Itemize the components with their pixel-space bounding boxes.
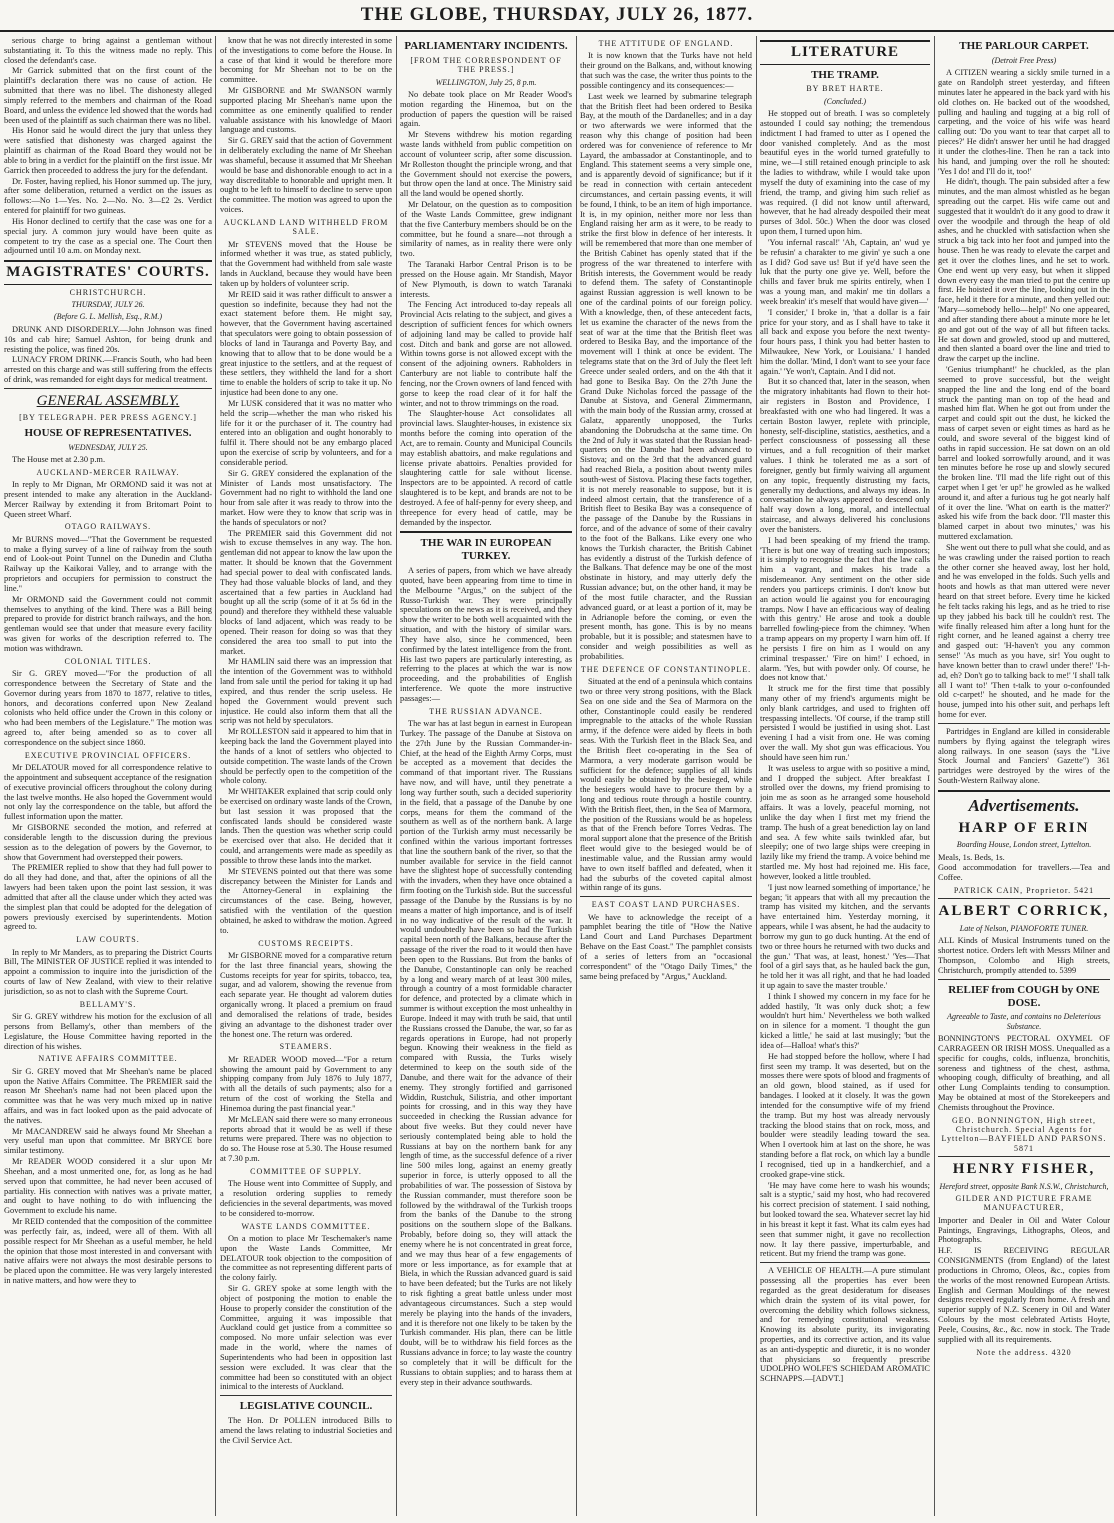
article-paragraph: Sir G. GREY considered the explanation of the Minister of Lands most unsatisfactory. The Government had no right to withhold the land one hour from sale after it was ready to throw into the market. How were they to know that scrip was in the hands of speculators or not? — [220, 468, 392, 527]
section-title-magistrates: MAGISTRATES' COURTS. — [4, 260, 212, 285]
article-paragraph: 'I consider,' I broke in, 'that a dollar is a fair price for your story, and as I shall have to take it all back and expose you before the next twenty-four hours pass, I think you had better hasten to Milwaukee, New York, or Louisiana.' I handed him the dollar. 'Mind, I don't want to see your face again.' 'Ye won't, Captain. And I did not. — [760, 307, 930, 376]
article-paragraph: The war has at last begun in earnest in European Turkey. The passage of the Danube at Sistova on the 27th June by the Russian Commander-in-Chief, at the head of the Eighth Army Corps, must be accepted as a movement that decides the command of that important river. The Russians have now, and will have, until they penetrate a long way further south, such a decided superiority in the field, that a passage of the Danube by one corps, means for them the command of the southern as well as of the northern bank. A large portion of the Turkish army must necessarily be confined within the various important fortresses that line the southern bank of the river, so that the number available for service in the field cannot have the slightest hope of successfully contending with the invaders, when they have once obtained a firm footing on the Turkish side. But the successful passage of the Danube by the Russians is by no means a matter of high importance, and is of itself in no way indicative of the result of the war. It would undoubtedly have been so had the Turkish capital been north of the Balkans, because after the passage of the river the road to it would then have been open to the Russians. But from the banks of the Danube, Constantinople can only be reached by a long and weary march of at least 300 miles, through a country of a most formidable character for defence, and protected by a climate which in summer is without exception the most unhealthy in Europe. Indeed it may with truth be said, that until the Russians crossed the Danube, the war, so far as regards operations in Europe, had not properly begun. Knowing their weakness in the field as compared with Russia, the Turks wisely determined to keep on the south side of the Danube, and there wait for the advance of their enemy. They strongly fortified and garrisoned Widdin, Rustchuk, Silistria, and other important points for crossing, and in this way they have succeeded in checking the Russian advance for about five weeks. But they could never have seriously contemplated being able to hold the Russians at bay on the northern bank for any length of time, as the successful defence of a river line 500 miles long, against an enemy greatly superior in force, is utterly opposed to all the probabilities of war. The possession of Sistova by the Russian commander, must therefore soon be followed by the withdrawal of the Turkish troops from the banks of the Danube to the strong positions on the southern slope of the Balkans. Probably, before doing so, they will attack the enemy where he is not concentrated in great force, and we may thus hear of a few engagements of more or less importance, as for example that at Biela, in which the Russian advanced guard is said to have been defeated; but the Turks are not likely to risk fighting a great battle unless under most advantageous circumstances. Such a step would merely be playing into the hands of the invaders, and it is therefore not one likely to be taken by the Turkish commander. His plan, there can be little doubt, will be to withdraw his field forces as the Russians advance in force; to lay waste the country so completely that it will be difficult for the Russians to obtain supplies; and to harass them at every step in their advance southwards. — [400, 719, 572, 1387]
article-paragraph: Mr BURNS moved—"That the Government be requested to make a flying survey of a line of railway from the south end of Look-out Point Tunnel on the Dunedin and Clutha Railway up the Kaikorai Valley, and to arrange with the proprietors and occupiers for permission to construct the line." — [4, 534, 212, 593]
article-paragraph: The PREMIER said this Government did not wish to excuse themselves in any way. The hon. gentleman did not appear to know the law upon the matter. It should be known that the Government had special power to deal with confiscated lands. They had those valuable blocks of land, and they ascertained that a few parties in Auckland had bought up all the scrip (some of it at 5s 6d in the pound) and therefore they withheld these valuable blocks of land adjacent, which was ready to be opened. Their reason for doing so was that they considered the area too small to put into the market. — [220, 528, 392, 656]
subheading: BELLAMY'S. — [79, 999, 137, 1009]
article-paragraph: His Honor said he would direct the jury that unless they were satisfied that dishonesty was charged against the plaintiff as chairman of the Road Board they would not be able to bring in a verdict for the plaintiff on the first issue. Mr Garrick then proceeded to address the jury for the defendant. — [4, 126, 212, 175]
subheading: LAW COURTS. — [76, 935, 140, 945]
subheading: THE ATTITUDE OF ENGLAND. — [598, 39, 734, 48]
article-paragraph: 'You infernal rascal!' 'Ah, Captain, an' wud ye be refusin' a charakter to me givin' ye such a one as I did? God save us! But if ye'd have seen the luk that the purty one give ye. Well, before the chills and faver bruk me spirits entirely, when I was a young man, and makin' me tin dollars a week breakin' it's meself that would have given—' — [760, 237, 930, 306]
ad-subheading: Boarding House, London street, Lyttelton. — [956, 840, 1092, 850]
masthead-title: THE GLOBE, THURSDAY, JULY 26, 1877. — [360, 4, 754, 25]
article-paragraph: Mr Delatour, on the question as to composition of the Waste Lands Committee, grew indignant that the five Canterbury members should be on the committee, but he found a snare—not through a similarity of names, as in reality there were only two. — [400, 200, 572, 259]
date-heading: THURSDAY, JULY 26. — [71, 300, 145, 310]
article-paragraph: 'He may have come here to wash his wounds; salt is a styptic,' said my host, who had recovered his correct precision of statement. I said nothing, but looked toward the sea. Whatever secret lay hid in his breast it kept it fast. What its calm eyes had seen that summer night, it gave no recollection now. It lay there passive, imperturbable, and reticent. But my friend the tramp was gone. — [760, 1180, 930, 1259]
subheading: EXECUTIVE PROVINCIAL OFFICERS. — [24, 750, 192, 760]
column-3 — [400, 36, 572, 1516]
article-paragraph: Mr READER WOOD moved—"For a return showing the amount paid by Government to any shipping company from July 1876 to July 1877, with all the details of such payments; also for a return of the cost of working the Stella and Hinemoa during the past financial year." — [220, 1054, 392, 1113]
subheading: THE RUSSIAN ADVANCE. — [429, 706, 543, 716]
article-paragraph: Dr. Foster, having replied, his Honor summed up. The jury, after some deliberation, returned a verdict on the issues as follows:—No 1—Yes. No. 2—No. No. 3—£2 2s. Verdict entered for plaintiff for two guineas. — [4, 176, 212, 216]
article-paragraph: Mr STEVENS pointed out that there was some discrepancy between the Minister for Lands and the Attorney-General in explaining the circumstances of the case. Being, however, satisfied with the ventilation of the question obtained, he asked to withdraw the motion. Agreed to. — [220, 866, 392, 935]
subheading: CUSTOMS RECEIPTS. — [258, 938, 354, 948]
article-paragraph: He stopped out of breath. I was so completely astounded I could say nothing; the tremendous indictment I had framed to utter as I opened the door vanished completely. And as the most beautiful eyes in the world turned gratefully to mine, we—I still retained enough principle to ask the ladies to withdraw, while I would take upon myself the duty of examining into the case of my friend, the tramp, and giving him such relief as was required. (I did not know until afterward, however, that he had already despoiled their meat purses of 3dol. 50c.) When the door was closed upon them, I turned upon him. — [760, 109, 930, 237]
column-6 — [938, 36, 1110, 1516]
article-paragraph: Sir G. GREY moved that Mr Sheehan's name be placed upon the Native Affairs Committee. The PREMIER said the reason Mr Sheehan's name had not been placed upon the committee was that he was very much mixed up in native affairs, and was in fact looked upon as the paid advocate of the natives. — [4, 1066, 212, 1125]
subheading: AUCKLAND-MERCER RAILWAY. — [36, 467, 180, 477]
advertisements-heading: Advertisements. — [968, 795, 1080, 815]
date-heading: WEDNESDAY, JULY 25. — [68, 442, 148, 452]
masthead — [0, 0, 1114, 32]
column-5 — [760, 36, 930, 1516]
subheading: COMMITTEE OF SUPPLY. — [250, 1166, 362, 1176]
subheading: WASTE LANDS COMMITTEE. — [241, 1221, 371, 1231]
ad-text: Importer and Dealer in Oil and Water Colour Paintings, Engravings, Lithographs, Oleos, and Photographs. — [938, 1215, 1110, 1245]
subheading: THE DEFENCE OF CONSTANTINOPLE. — [580, 664, 752, 674]
article-paragraph: She went out there to pull what she could, and as he was crawling under the raised portion to reach the other corner she heaved away, lost her hold, and he was enveloped in the folds. Such yells and hoots and howls as that man uttered were never heard on that street before. Every time he kicked he felt tacks raking his legs, and as he tried to rise up they jabbed his back till he couldn't rest. The wife finally released him after a long hunt for the right corner, and he leaned against a cherry tree and gasped out: 'H-haven't you any common sense!' 'As much as you have, sir! You ought to have known better than to crawl under there!' 'I-h-ad, eh? Don't go to talking back to me!' 'I shall talk all I want to!' 'Then t-talk to your o-confounded old c-carpet!' he shouted, and he made for the house, jumped into his other suit, and perhaps left home for ever. — [938, 542, 1110, 720]
article-paragraph: know that he was not directly interested in some of the investigations to come before the House. In a case of that kind it would be therefore more becoming for Mr Sheehan not to be on the committee. — [220, 36, 392, 85]
article-paragraph: In reply to Mr Dignan, Mr ORMOND said it was not at present intended to make any alteration in the Auckland-Mercer Railway by extending it from Britomart Point to Queen street Wharf. — [4, 480, 212, 519]
article-paragraph: Mr REID said it was rather difficult to answer a question so indefinite, because they had not the exact statement before them. He might say, however, that the Government having ascertained that speculators were going to obtain possession of blocks of land in Tauranga and Poverty Bay, and knowing that to allow that to be done would be a great injustice to the settlers, and at the request of these settlers, they withheld the land for a short time to enable the holders of scrip to take it up. No injustice had been done to any one. — [220, 289, 392, 398]
article-paragraph: It was useless to argue with so positive a mind, and I dropped the subject. After breakfast I strolled over the downs, my friend promising to join me as soon as he arranged some household affairs. It was a lovely, peaceful morning, not unlike the day when I first met my friend the tramp. The hush of a great benediction lay on land and sea. A few white sails twinkled afar, but sleepily; one of two large ships were creeping in lazily like my friend the tramp. A voice behind me startled me. My host had rejoined me. His face, however, looked a little troubled. — [760, 763, 930, 881]
ad-trade: GILDER AND PICTURE FRAME MANUFACTURER, — [955, 1194, 1093, 1213]
ad-signature: PATRICK CAIN, Proprietor. 5421 — [953, 886, 1095, 896]
article-paragraph: Mr READER WOOD considered it a slur upon Mr Sheehan, and a most unmerited one, for, as long as he had served upon that committee, he had never been accused of partiality. His connection with natives was a private matter, and ought to have nothing to do with influencing the Government to exclude his name. — [4, 1157, 212, 1216]
article-paragraph: The Taranaki Harbor Central Prison is to be pressed on the House again. Mr Standish, Mayor of New Plymouth, is down to watch Taranaki interests. — [400, 260, 572, 299]
divider — [400, 531, 572, 533]
ad-text: ALL Kinds of Musical Instruments tuned on the shortest notice. Orders left with Messrs Milner and Thompson, Colombo and High streets, Christchurch, promptly attended to. 5399 — [938, 936, 1110, 975]
article-paragraph: Mr ROLLESTON said it appeared to him that in keeping back the land the Government played into the hands of a knot of settlers who objected to outside competition. The waste lands of the Crown should be perfectly open to the competition of the whole colony. — [220, 727, 392, 786]
article-paragraph: Mr Garrick submitted that on the first count of the plaintiff's declaration there was no cause of action. He submitted that there was no libel. The dishonesty alleged simply referred to the members and chairman of the Road Board, and unless the evidence led showed that the words had been used of the plaintiff as such chairman there was no libel. — [4, 66, 212, 125]
subheading: NATIVE AFFAIRS COMMITTEE. — [38, 1054, 178, 1064]
article-paragraph: The Hon. Dr POLLEN introduced Bills to amend the laws relating to industrial Societies and the Civil Service Act. — [220, 1416, 392, 1445]
article-paragraph: Mr GISBORNE moved for a comparative return for the last three financial years, showing the Customs receipts for year for spirits, tobacco, tea, sugar, and ad valorem, showing the revenue from each separate year. He thought ad valorem duties organically wrong. It placed a premium on fraud and demoralised the relations of trade, besides giving an advantage to the dishonest trader over the honest one. The return was ordered. — [220, 950, 392, 1039]
article-paragraph: Mr GISBORNE and Mr SWANSON warmly supported placing Mr Sheehan's name upon the committee as one eminently qualified to render valuable assistance with his knowledge of Maori language and customs. — [220, 86, 392, 135]
section-title-parliamentary-incidents: PARLIAMENTARY INCIDENTS. — [404, 40, 568, 52]
article-paragraph: Mr WHITAKER explained that scrip could only be exercised on ordinary waste lands of the Crown, but last session it was proposed that the confiscated lands should be considered waste lands. Then the question was whether scrip could be exercised over that also. He decided that it could, and arrangements were made as speedily as possible to throw these lands into the market. — [220, 787, 392, 865]
divider — [938, 723, 1110, 724]
article-paragraph: Mr STEVENS moved that the House be informed whether it was true, as stated publicly, that the Government had withheld from sale waste lands in Auckland, because they would have been taken up by holders of volunteer scrip. — [220, 239, 392, 288]
divider — [938, 898, 1110, 899]
article-paragraph: Sir G. GREY spoke at some length with the object of postponing the motion to enable the House to properly consider the constitution of the Committee, arguing it was impossible that Auckland could get justice from a committee so composed. No more unfair selection was ever made in the world, where the names of Superintendents who had been in opposition last session were excluded. It was clear that the committee had been so constituted with an object inimical to the interests of Auckland. — [220, 1284, 392, 1392]
column-rule — [576, 36, 577, 1516]
article-paragraph: Sir G. GREY said that the action of Government in deliberately excluding the name of Mr Sheehan was shameful, because it assumed that Mr Sheehan would be base and dishonorable enough to act in a way discreditable to honorable and upright men. It ought to be left to himself to decline to serve upon the committee. The motion was agreed to upon the voices. — [220, 136, 392, 215]
section-title-parlour-carpet: THE PARLOUR CARPET. — [959, 40, 1089, 52]
subheading: EAST COAST LAND PURCHASES. — [591, 900, 741, 910]
ad-heading: HENRY FISHER, — [952, 1161, 1096, 1178]
source-note: (Detroit Free Press) — [991, 55, 1057, 65]
article-paragraph: Mr REID contended that the composition of the committee was perfectly fair, as, indeed, were all of them. With all possible respect for Mr Sheehan as a useful member, he held the opinion that those most interested in and conversant with native affairs were not always the most desirable persons to be placed upon the committee. He was very largely interested in native matters, and how were they to — [4, 1217, 212, 1286]
article-paragraph: No debate took place on Mr Reader Wood's motion regarding the Hinemoa, but on the production of papers the question will be raised again. — [400, 89, 572, 129]
column-1 — [4, 36, 212, 1516]
article-paragraph: The Slaughter-house Act consolidates all provincial laws. Slaughter-houses, in existence six months before the coming into operation of the Act, are to remain. County and Municipal Councils may establish abattoirs, and make regulations and license private abattoirs. Penalties provided for slaughtering cattle for sale without license. Inspectors are to be appointed. A record of cattle slaughtered is to be kept, and brands are not to be destroyed. A fee of half-penny for every sheep, and threepence for every head of cattle, may be demanded by the inspector. — [400, 409, 572, 527]
article-paragraph: 'I just now learned something of importance,' he began; 'it appears that with all my precaution the tramp has visited my kitchen, and the servants have entertained him. Yesterday morning, it appears, while I was absent, he had the audacity to borrow my gun to go duck hunting. At the end of two or three hours he returned with two ducks and the gun.' 'That was, at least, honest.' 'Yes—That fool of a girl says that, as he hauled back the gun, he told her it was all right, and that he had loaded it up again to save the master trouble.' — [760, 882, 930, 990]
ad-text: Good accommodation for travellers.—Tea and Coffee. — [938, 863, 1110, 883]
column-rule — [215, 36, 216, 1516]
ad-subheading: Late of Nelson, PIANOFORTE TUNER. — [959, 924, 1089, 934]
correspondent-note: [FROM THE CORRESPONDENT OF THE PRESS.] — [410, 55, 562, 75]
advertisement-cough-relief — [938, 984, 1110, 1154]
article-paragraph: The House went into Committee of Supply, and a resolution ordering supplies to remedy deficiencies in the several departments, was moved to be considered to-morrow. — [220, 1179, 392, 1218]
column-4 — [580, 36, 752, 1516]
place-heading: CHRISTCHURCH. — [69, 287, 147, 297]
ad-text: H.F. IS RECEIVING REGULAR CONSIGNMENTS (from England) of the latest productions in Chromo, Oleos, &c., copies from the works of the most renowned European Artists. English and German Mouldings of the newest designs received regularly from home. A fresh and superior supply of N.Z. Scenery in Oil and Water Colours by the most celebrated Artists Hoyte, Peele, Cousins, &c., &c. now in stock. The Trade supplied with all its requirements. — [938, 1246, 1110, 1344]
column-2 — [220, 36, 392, 1516]
article-paragraph: A series of papers, from which we have already quoted, have been appearing from time to time in the Melbourne "Argus," on the subject of the Russo-Turkish war. They were principally speculations on the news as it is received, and they show the writer to be both well acquainted with the situation, and with the history of similar wars. They have also, since he commenced, been confirmed by the latest intelligence from the front. His last two papers are particularly interesting, as referring to the places at which the war is now proceeding, and the probabilities of English interference. We quote the more instructive passages:— — [400, 566, 572, 703]
article-paragraph: It is now known that the Turks have not held their ground on the Balkans, and, without knowing that such was the case, the writer thus points to the possible contingency and its consequences:— — [580, 51, 752, 90]
section-title-war: THE WAR IN EUROPEAN TURKEY. — [420, 537, 552, 563]
divider — [938, 1156, 1110, 1157]
advertisement-harp-of-erin — [938, 820, 1110, 896]
subheading: STEAMERS. — [279, 1042, 333, 1052]
article-paragraph: The House met at 2.30 p.m. — [12, 454, 106, 464]
article-paragraph: Situated at the end of a peninsula which contains two or three very strong positions, with the Black Sea on one side and the Sea of Marmora on the other, Constantinople could easily be rendered impregnable to the attacks of the whole Russian army, if the defence were aided by fleets in both seas. With the Turkish fleet in the Black Sea, and the British fleet co-operating in the Sea of Marmora, a very moderate garrison would be sufficient for the defence; supplies of all kinds would easily be obtained by the besieged, while the besiegers would have to procure them by a long and tedious route through a hostile country. With the British fleet, then, in the Sea of Marmora, the position of the Russians would be as hopeless as that of the French before Torres Vedras. The moral support alone that the presence of the British fleet would give to the besieged would be of inestimable value, and the Russian army would have to own itself baffled and defeated, when it had the suburbs of the coveted capital almost within range of its guns. — [580, 677, 752, 893]
story-title: THE TRAMP. — [811, 68, 879, 81]
article-paragraph: But it so chanced that, later in the season, when the migratory inhabitants had flown to their hot-air registers in Boston and Providence, I breakfasted with one who had lingered. It was a certain Boston lawyer, replete with principle, honesty, self-discipline, statistics, aesthetics, and a perfect consciousness of possessing all these virtues, and a full recognition of their market values. I think he tolerated me as a sort of foreigner, gently but firmly waiving all argument on any topic, frequently distrusting my facts, generally my deductions, and always my ideas. In conversation he always appeared to descend only half way down a long, moral, and intellectual staircase, and always delivered his conclusions over the banisters. — [760, 377, 930, 534]
column-rule — [396, 36, 397, 1516]
divider — [938, 790, 1110, 792]
article-paragraph: Last week we learned by submarine telegraph that the British fleet had been ordered to Besika Bay, at the mouth of the Dardanelles; and in a day or two afterwards we were informed that the reason why this change of position had been ordered was for convenience of reference to Mr Layard, the ambassador at Constantinople, and to England. This statement seems a very simple one, and is apparently devoid of significance; but if it be read in connection with certain antecedent circumstances, and certain passing events, it will be found, I think, to be an item of high importance. It is, in my opinion, neither more nor less than England raising her arm as it were, to be ready to strike the first blow in defence of her interests. It will be remembered that more than one member of the British Cabinet has openly stated that if the progress of the war threatened to interfere with British interests, the Government would be ready to defend them. The safety of Constantinople against Russian aggression is well known to be one of the cardinal points of our foreign policy. With a knowledge, then, of these antecedent facts, let us examine the character of the news from the seat of war at the time that the British fleet was ordered to Besika Bay, and the importance of the movement will I think at once be evident. The telegrams state that on the 3rd of July the fleet left Greece under sealed orders, and on the 4th that it had gone to Besika Bay. On the 27th June the Grand Duke Nicholas forced the passage of the Danube at Sistova, and General Zimmermann, with the main body of the Russian army, crossed at Galatz, apparently unopposed, the Turks abandoning the Dobrudscha at the same time. On the 2nd of July it was stated that the Russian head-quarters on the Danube had been advanced to Sistova; and on the 3rd that the advanced guard had reached Biela, a position about twenty miles south-west of Sistova. Placing these facts together, it is not merely reasonable to suppose, but it is indeed almost certain, that the transference of a British fleet to Besika Bay was a consequence of the passage of the Danube by the Russians in force, and of the advance of some of their cavalry to the foot of the Balkans. Like every one who knows the Turkish character, the British Cabinet has evidently a distrust of the Turkish defence of the Balkans. That defence may be one of the most obstinate in history, and may utterly defy the Russian advance; but, on the other hand, it may be of the most futile character, and the Russian advanced guard, or at least a portion of it, may be in Adrianople before the coming, or even the present month, has gone. This is by no means probable, but it is possible; and statesmen have to consider and weigh possibilities as well as probabilities. — [580, 91, 752, 661]
article-paragraph: Mr MACANDREW said he always found Mr Sheehan a very useful man upon that committee. Mr BRYCE bore similar testimony. — [4, 1126, 212, 1156]
subheading: OTAGO RAILWAYS. — [64, 522, 152, 532]
divider — [580, 896, 752, 897]
article-paragraph: 'Genius triumphant!' he chuckled, as the plan seemed to prove successful, but the weight snapped the line and the long end of the board struck the panting man on top of the head and mashed him flat. When he got out from under the carpet and could spit out the dust, he kicked the mass of carpet seven or eight times as hard as he could, and swore several of the biggest kind of oaths in rapid succession. He sat down on an old barrel and looked sorrowfully around, and it was ten minutes before he rose up and slowly secured the broken line. 'I'll mad the life right out of this carpet when I get 'er up!' he growled as he walked around it, and after a furious tug he got nearly half of it over the line. 'What on earth is the matter?' asked his wife from the back door. 'I'll master this blamed carpet in about two minutes,' was his muttered exclamation. — [938, 365, 1110, 542]
article-paragraph: Mr ORMOND said the Government could not commit themselves to anything of the kind. There was a Bill being prepared to provide for district branch railways, and the hon. gentleman would see that under that measure every facility was given for works of the description referred to. The motion was withdrawn. — [4, 594, 212, 653]
article-paragraph: LUNACY FROM DRINK.—Francis South, who had been arrested on this charge and was still suffering from the effects of drink, was remanded for eight days for medical treatment. — [4, 355, 212, 384]
ad-heading: HARP OF ERIN — [958, 819, 1090, 836]
concluded-note: (Concluded.) — [824, 96, 866, 106]
subheading: COLONIAL TITLES. — [64, 656, 152, 666]
ad-heading: ALBERT CORRICK, — [938, 903, 1110, 920]
article-paragraph: I had been speaking of my friend the tramp. 'There is but one way of treating such impostors; it is simply to recognise the fact that the law calls him a vagrant, and makes his trade a misdemeanor. Any sentiment on the other side renders you particeps criminis. I don't know but an action would lie against you for encouraging tramps. Now I have an efficacious way of dealing with this gentry.' He arose and took a double barrelled fowling-piece from the chimney. 'When a tramp appears on my property I warn him off. If he persists I fire on him as I would on any criminal trespasser.' 'Fire on him!' I echoed, in alarm. 'Yes, but with powder only. Of course, he does not know that.' — [760, 535, 930, 683]
ad-signature: Note the address. 4320 — [976, 1347, 1072, 1357]
advertisement-henry-fisher — [938, 1161, 1110, 1357]
ad-text: Meals, 1s. Beds, 1s. — [938, 852, 1005, 862]
article-paragraph: The PREMIER replied to show that they had full power to do all they had done, and that, after the opinions of all the lawyers had been taken upon the point last session, it was admitted that after all the clause under which they acted was the simplest plan that could be adopted for the delegation of powers previously exercised by superintendents. Motion agreed to. — [4, 863, 212, 932]
section-title-literature: LITERATURE — [760, 40, 930, 65]
article-paragraph: DRUNK AND DISORDERLY.—John Johnson was fined 10s and cab hire; Samuel Ashton, for being drunk and resisting the police, was fined 20s. — [4, 324, 212, 354]
ad-heading: RELIEF from COUGH by ONE DOSE. — [948, 983, 1100, 1009]
article-paragraph: A CITIZEN wearing a sickly smile turned in a gate on Randolph street yesterday, and fifteen minutes later he appeared in the back yard with his old clothes on. He backed out of the woodshed, pulling and hauling and tugging at a big roll of carpeting, and the voice of his wife was heard calling out: 'Do you want to tear that carpet all to pieces?' He didn't answer her until he had dragged it under the clothes-line. Then he ran a tack into his hand, and jumping over the roll he shouted: 'Yes I do! and I'll do it, too!' — [938, 68, 1110, 176]
divider — [220, 1395, 392, 1396]
ad-subheading: Hereford street, opposite Bank N.S.W., Christchurch, — [939, 1181, 1109, 1191]
article-paragraph: Sir G. GREY withdrew his motion for the exclusion of all persons from Bellamy's, other than members of the Legislature, the House Committee having reported in the direction of his wishes. — [4, 1012, 212, 1051]
divider — [760, 1262, 930, 1263]
section-title-general-assembly: GENERAL ASSEMBLY. — [36, 392, 180, 409]
article-paragraph: I think I showed my concern in my face for he added hastily, 'It was only duck shot; a few wouldn't hurt him.' Nevertheless we both walked on in silence for a moment. 'I thought the gun kicked a little,' he said at last musingly; 'but the idea of—Halloa! what's this?' — [760, 991, 930, 1050]
column-rule — [756, 36, 757, 1516]
subheading: AUCKLAND LAND WITHHELD FROM SALE. — [223, 217, 389, 237]
article-paragraph: Mr McLEAN said there were so many erroneous reports abroad that it would be as well if these returns were prepared. There was no objection to do so. The House rose at 5.30. The House resumed at 7.30 p.m. — [220, 1114, 392, 1164]
article-paragraph: Mr DELATOUR moved for all correspondence relative to the appointment and subsequent acceptance of the resignation of executive provincial officers throughout the colony during the last twelve months. He also hoped the Government would not only lay the correspondence on the table, but afford the fullest information upon the matter. — [4, 763, 212, 822]
court-bench: (Before G. L. Mellish, Esq., R.M.) — [53, 312, 163, 322]
article-paragraph: In reply to Mr Manders, as to preparing the District Courts Bill, The MINISTER OF JUSTICE replied it was intended to appoint a commission to inquire into the jurisdiction of the courts of law of New Zealand, with view to their relative jurisdiction, so as not to clash with the Supreme Court. — [4, 947, 212, 996]
article-paragraph: The Fencing Act introduced to-day repeals all Provincial Acts relating to the subject, and gives a description of sufficient fences for which owners of adjoining land may be called to provide half cost. Ditch and bank and gorse are not allowed. Within towns gorse is not allowed except with the consent of the adjoining owners. Rabholders in Canterbury are not liable to contribute half the fencing, nor the Crown owners of land fenced with gorse to keep the road clear of it for half the winter, and not to throw trimmings on the road. — [400, 300, 572, 408]
telegraph-note: [BY TELEGRAPH. PER PRESS AGENCY.] — [19, 413, 197, 423]
article-paragraph: His Honor declined to certify that the case was one for a special jury. A common jury would have been quite as competent to try the case as a special one. The Court then adjourned until 10 a.m. on Monday next. — [4, 216, 212, 256]
ad-text: BONNINGTON'S PECTORAL OXYMEL OF CARRAGEEN OR IRISH MOSS. Unequalled as a specific for coughs, colds, influenza, bronchitis, soreness and tightness of the chest, asthma, whooping cough, difficulty of breathing, and all other Lung Complaints tending to consumption. May be obtained at most of the Storekeepers and Chemists throughout the Province. — [938, 1034, 1110, 1112]
article-paragraph: Mr HAMLIN said there was an impression that the intention of the Government was to withhold land from sale until the period for taking it up had expired, and thus render the scrip useless. He hoped the Government would prevent such injustice. He could also inform them that all the scrip was not held by speculators. — [220, 657, 392, 726]
article-paragraph: Partridges in England are killed in considerable numbers by flying against the telegraph wires along railways. In one season (says the "Live Stock Journal and Fanciers' Gazette") 361 partridges were destroyed by the wires of the South-Western Railway alone. — [938, 726, 1110, 786]
article-paragraph: serious charge to bring against a gentleman without substantiating it. To this the witness made no reply. This closed the defendant's case. — [4, 36, 212, 65]
article-paragraph: He had stopped before the hollow, where I had first seen my tramp. It was deserted, but on the mosses there were spots of blood and fragments of an old gown, blood stained, as if used for bandages. I looked at it closely. It was the gown intended for the consumptive wife of my friend the tramp. But my host was already nervously tracking the blood stains that on rock, moss, and boulder were steadily leading toward the sea. When I overtook him at last on the shore, he was standing before a flat rock, on which lay a bundle I recognised, tied up in a handkerchief, and a crooked grape-vine stick. — [760, 1051, 930, 1179]
article-paragraph: We have to acknowledge the receipt of a pamphlet bearing the title of "How the Native Land Court and Land Purchases Department Behave on the East Coast." The pamphlet consists of a series of letters from an "occasional correspondent" of the "Otago Daily Times," the same being prefaced by "Argus," Auckland. — [580, 912, 752, 981]
article-paragraph: Mr LUSK considered that it was no matter who held the scrip—whether the man who risked his life for it or the purchaser of it. The country had entered into an obligation and ought honorably to fulfil it. There should not be any embargo placed upon the exercise of scrip by volunteers, and for a considerable period. — [220, 398, 392, 467]
divider — [938, 979, 1110, 980]
column-rule — [934, 36, 935, 1516]
house-heading: HOUSE OF REPRESENTATIVES. — [24, 426, 192, 439]
advertorial-paragraph: A VEHICLE OF HEALTH.—A pure stimulant possessing all the properties has ever been regarded as the great desideratum for diseases which drain the system of its vital power, for overcoming the debility which follows sickness, and for remedying constitutional weakness. Knowing its absolute purity, its invigorating properties, and its corrective action, and its value as an anti-dyspeptic and diuretic, it is no wonder that physicians so frequently prescribe UDOLPHO WOLFE'S SCHIEDAM AROMATIC SCHNAPPS.—[ADVT.] — [760, 1266, 930, 1384]
dateline: WELLINGTON, July 25, 8 p.m. — [435, 77, 537, 87]
article-paragraph: It struck me for the first time that possibly many other of my friend's arguments might be only blank cartridges, and used to frighten off trespassing intellects. 'Of course, if the tramp still persisted I would be justified in using shot. Last evening I had a visit from one. He was coming over the wall. My shot gun was efficacious. You should have seen him run.' — [760, 684, 930, 762]
article-paragraph: Sir G. GREY moved—"For the production of all correspondence between the Secretary of State and the Governor during years from 1870 to 1877, relative to titles, honors, and decorations conferred upon New Zealand colonists who held office under the Crown in this colony or who had been members of the Legislature." The motion was agreed to, after being amended so as to cover all correspondence on the subject since 1860. — [4, 669, 212, 747]
divider — [4, 388, 212, 389]
section-title-legislative-council: LEGISLATIVE COUNCIL. — [239, 1400, 373, 1413]
article-paragraph: On a motion to place Mr Teschemaker's name upon the Waste Lands Committee, Mr DELATOUR took objection to the composition of the committee as not representing different parts of the colony fairly. — [220, 1233, 392, 1283]
article-paragraph: Mr GISBORNE seconded the motion, and referred at considerable length to the discussion during the previous session as to the delegation of powers by the Governor, to show that Government had overstepped their powers. — [4, 823, 212, 862]
byline: BY BRET HARTE. — [806, 84, 884, 94]
ad-subheading: Agreeable to Taste, and contains no Deleterious Substance. — [947, 1012, 1101, 1031]
advertisement-albert-corrick — [938, 903, 1110, 975]
ad-signature: GEO. BONNINGTON, High street, Christchurch. Special Agents for Lyttelton—BAYFIELD AND PARSONS. 5871 — [941, 1115, 1107, 1153]
article-paragraph: He didn't, though. The pain subsided after a few minutes, and the man almost whistled as he began spreading out the carpet. His wife came out and suggested that it wouldn't do it any good to draw it over the woodpile and through the heap of old ashes, and he chuckled with satisfaction when she struck a big tack into her foot and jumped into the house. Then he was ready to elevate the carpet and get it over the clothes lines, and he set to work. One end went up very easy, but when it slipped down every easy the man tried to put the centre up first. He hoisted it over the line, looking out in the face, held it there for a minute, and then yelled out: 'Mary—somebody hello—help!' No one appeared, and after standing there about a minute more he let go and got out of the way of all but fifteen tacks. He sat down and growled, stood up and muttered, and then slanted a board over the line and tried to draw the carpet up the incline. — [938, 177, 1110, 364]
article-paragraph: Mr Stevens withdrew his motion regarding waste lands withheld from public competition on account of volunteer scrip, after some discussion. Mr Rolleston thought the principle wrong, and that the Government should not exercise the powers, but throw open the land at once. The Ministry said all the land would be opened shortly. — [400, 130, 572, 199]
